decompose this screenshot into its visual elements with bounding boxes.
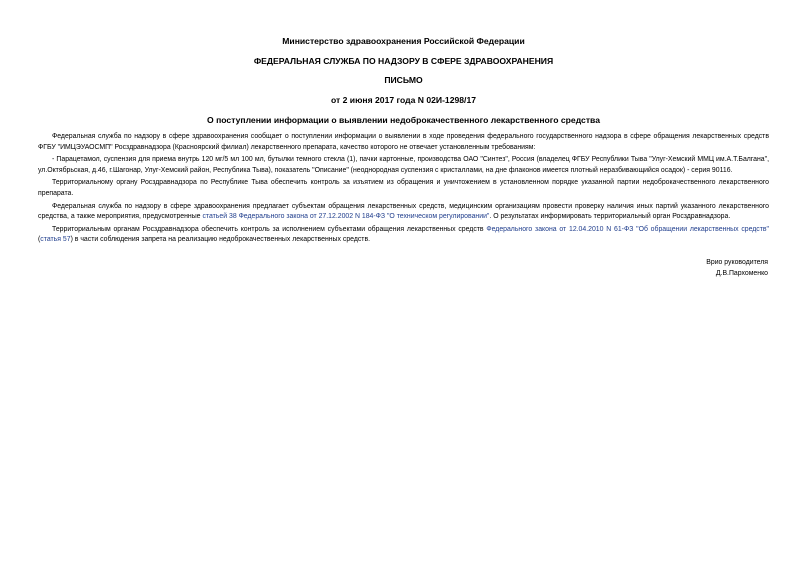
paragraph-verification: [38, 202, 769, 223]
paragraph-territorial-control: [38, 225, 769, 246]
signature-name: Д.В.Пархоменко: [715, 270, 768, 277]
document-subject: О поступлении информации о выявлении недоброкачественного лекарственного средства: [207, 115, 600, 125]
document-date-number: от 2 июня 2017 года N 02И-1298/17: [331, 95, 476, 105]
paragraph-verification-text-end: . О результатах информировать территориальный орган Росздравнадзора.: [489, 213, 731, 221]
service-heading: ФЕДЕРАЛЬНАЯ СЛУЖБА ПО НАДЗОРУ В СФЕРЕ ЗДРАВООХРАНЕНИЯ: [253, 56, 554, 66]
law-61-link[interactable]: Федерального закона от 12.04.2010 N 61-ФЗ "Об обращении лекарственных средств": [486, 225, 769, 233]
paragraph-territorial-text-start: Территориальным органам Росздравнадзора обеспечить контроль за исполнением субъектами обращения лекарственных средств: [52, 225, 487, 233]
paragraph-territorial-text-end: ) в части соблюдения запрета на реализацию недоброкачественных лекарственных средств.: [70, 236, 371, 244]
law-184-link[interactable]: статьей 38 Федерального закона от 27.12.2002 N 184-ФЗ "О техническом регулировании": [202, 213, 490, 221]
paragraph-tyva-control: Территориальному органу Росздравнадзора по Республике Тыва обеспечить контроль за изъятием из обращения и уничтожением в установленном порядке указанной партии недоброкачественного лекарственного препарата.: [38, 179, 769, 197]
paragraph-territorial-paren: (: [38, 236, 41, 244]
paragraph-verification-text-start: Федеральная служба по надзору в сфере здравоохранения предлагает субъектам обращения лекарственных средств, медицинским организациям провести проверку наличия иных партий указанного лекарственного средства, а также мероприятия, предусмотренные: [38, 202, 769, 221]
ministry-heading: Министерство здравоохранения Российской Федерации: [282, 36, 525, 46]
paragraph-product: - Парацетамол, суспензия для приема внутрь 120 мг/5 мл 100 мл, бутылки темного стекла (1), пачки картонные, производства ОАО "Синтез", Россия (владелец ФГБУ Республики Тыва "Улуг-Хемский ММЦ им.А.Т.Балгана", ул.Октябрьская, д.46, г.Шагонар, Улуг-Хемский район, Республика Тыва), показатель "Описание" (неоднородная суспензия с кристаллами, на дне флаконов имеется плотный неразбивающийся осадок) - серия 90116.: [38, 156, 769, 174]
letter-body: [38, 132, 769, 248]
paragraph-notice: Федеральная служба по надзору в сфере здравоохранения сообщает о поступлении информации о выявлении в ходе проведения федерального государственного надзора в сфере обращения лекарственных средств ФГБУ "ИМЦЭУАОСМП" Росздравнадзора (Красноярский филиал) лекарственного препарата, качество которого не отвечает установленным требованиям:: [38, 133, 769, 151]
signature-position: Врио руководителя: [706, 259, 768, 266]
document-type: ПИСЬМО: [384, 75, 423, 85]
article-57-link[interactable]: статья 57: [40, 236, 71, 244]
